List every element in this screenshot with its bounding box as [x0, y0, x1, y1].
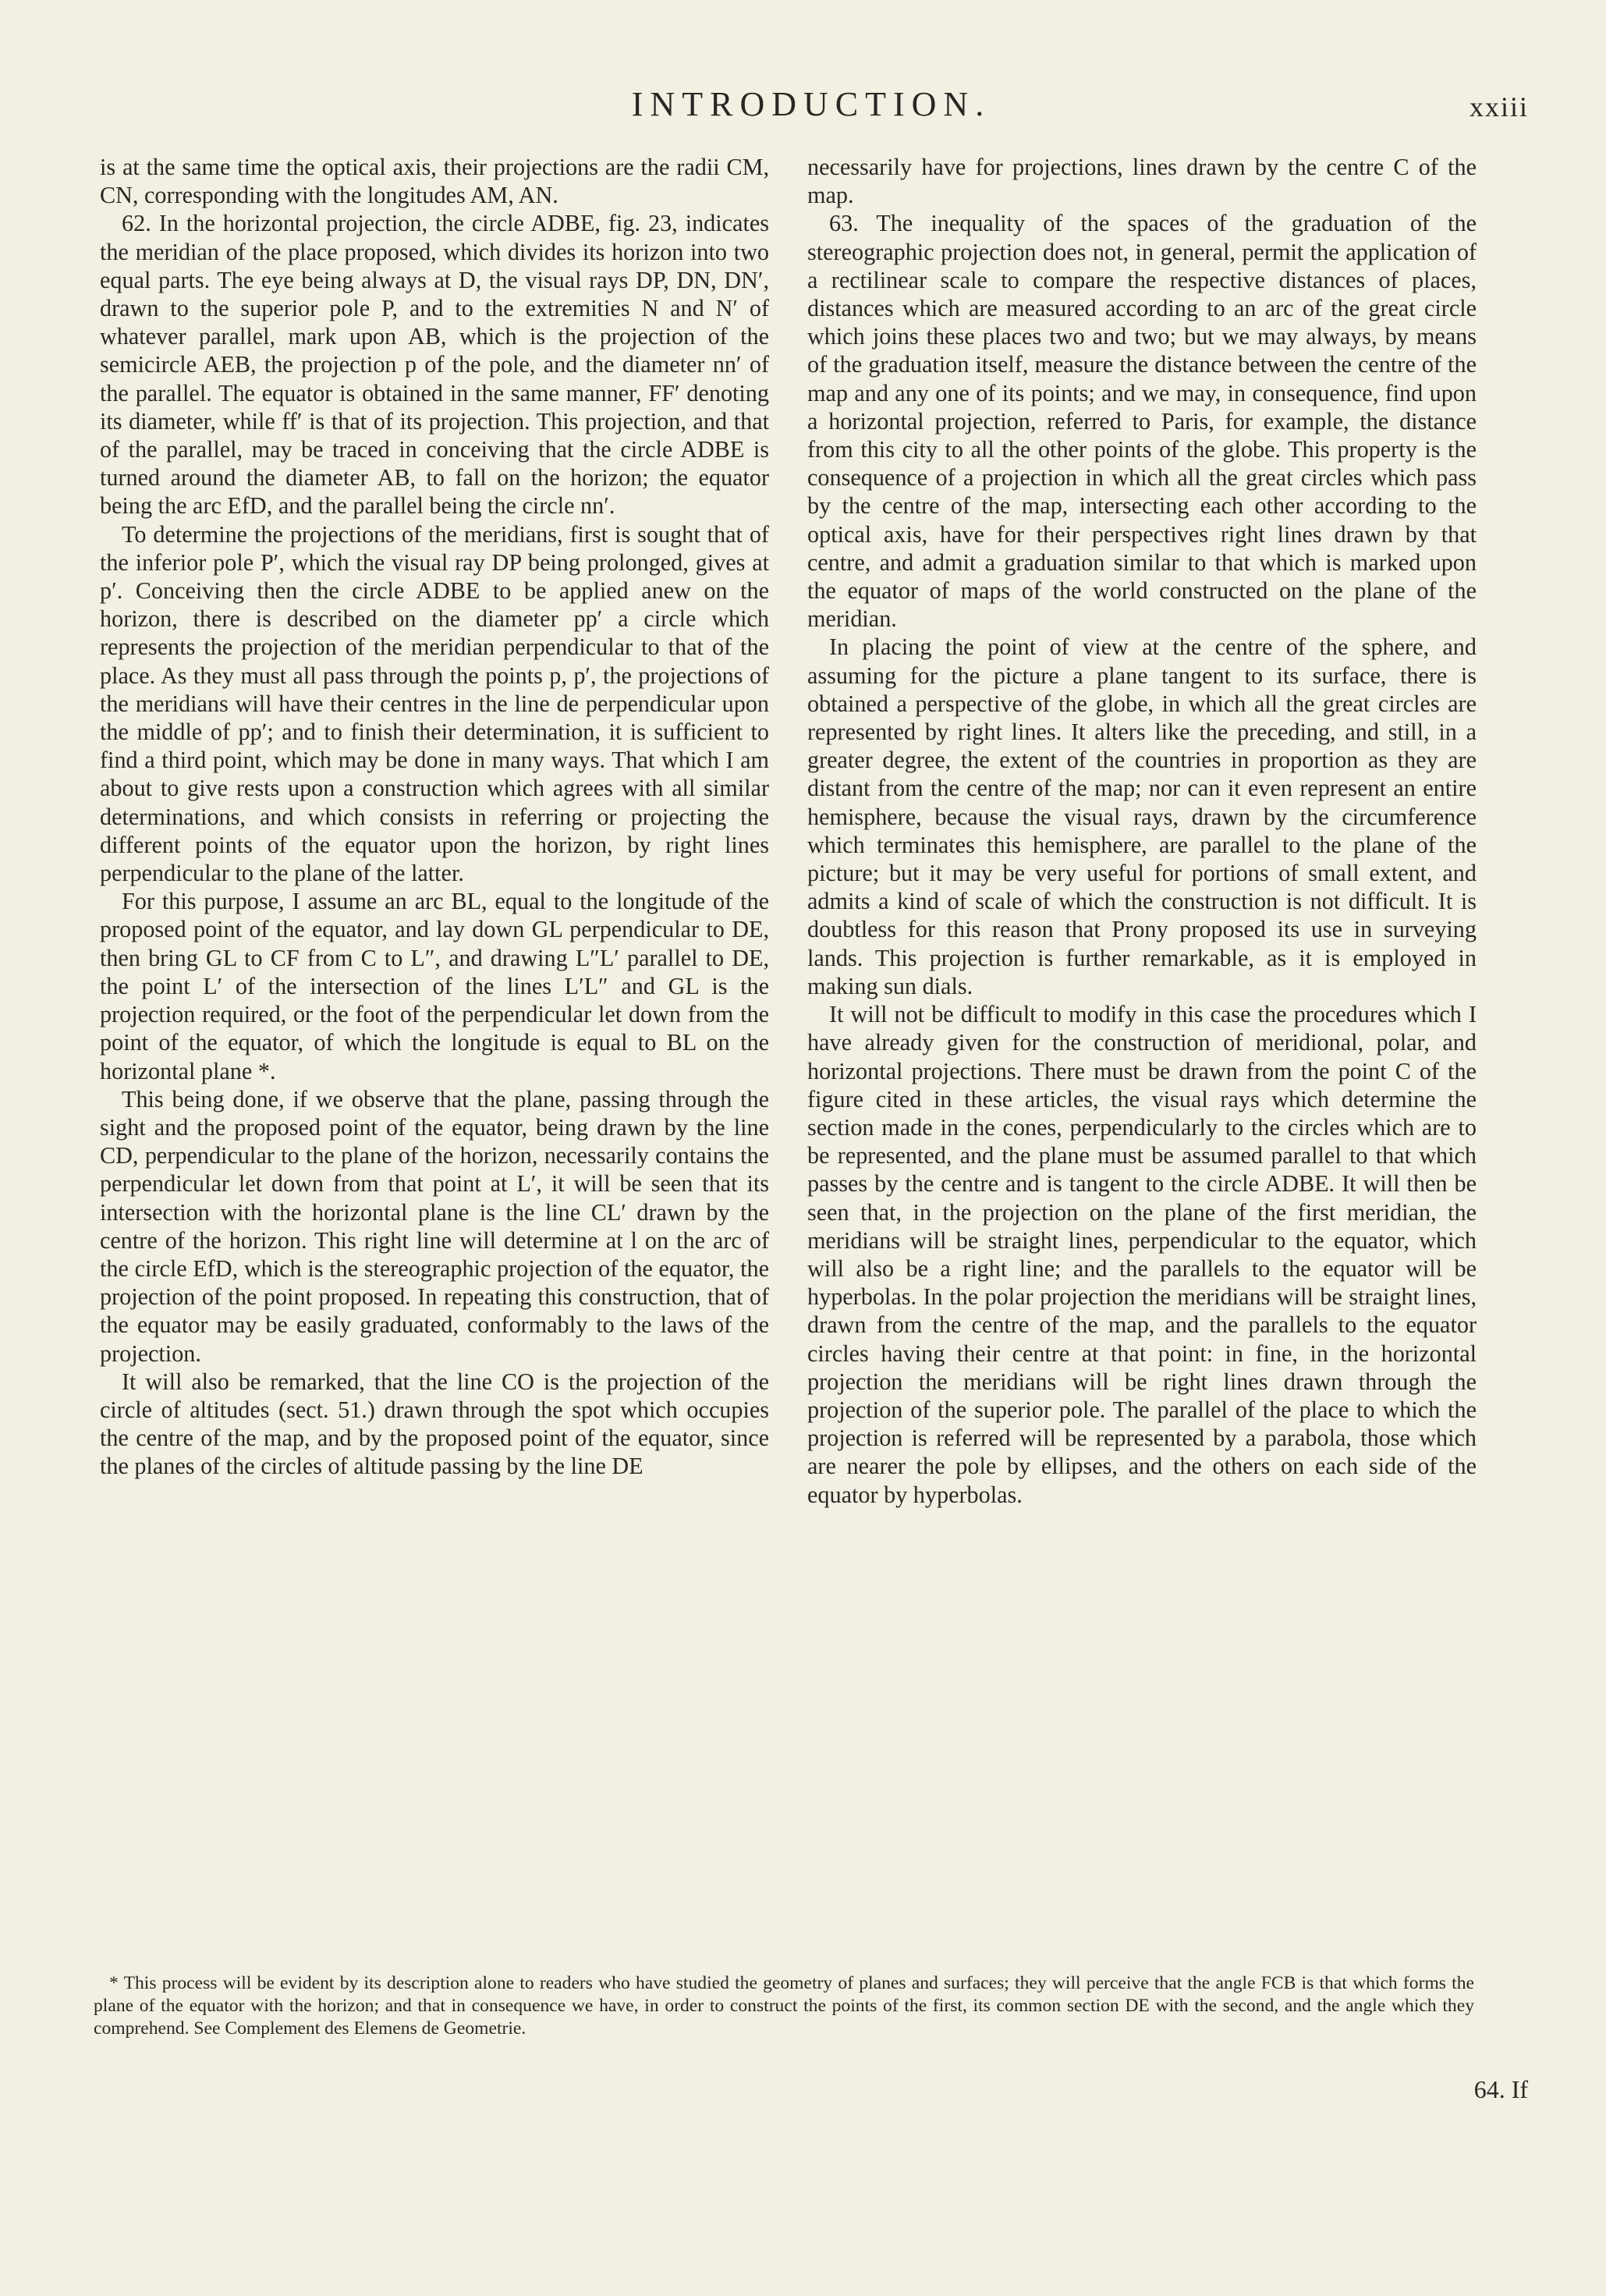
right-column — [807, 153, 1477, 1509]
paragraph: necessarily have for projections, lines drawn by the centre C of the map. — [807, 154, 1477, 209]
running-head — [94, 84, 1529, 131]
paragraph: To determine the projections of the meridians, first is sought that of the inferior pole P′, which the visual ray DP being prolonged, gives at p′. Conceiving then the circle ADBE to be applied anew on the horizon, there is described on the diameter pp′ a circle which represents the projection of the meridian perpendicular to that of the place. As they must all pass through the points p, p′, the projections of the meridians will have their centres in the line de perpendicular upon the middle of pp′; and to finish their determination, it is sufficient to find a third point, which may be done in many ways. That which I am about to give rests upon a construction which agrees with all similar determinations, and which consists in referring or projecting the different points of the equator upon the horizon, by right lines perpendicular to the plane of the latter. — [100, 520, 769, 887]
page-number: xxiii — [1469, 91, 1529, 122]
paragraph: is at the same time the optical axis, their projections are the radii CM, CN, corresponding with the longitudes AM, AN. — [100, 154, 769, 209]
page-title: INTRODUCTION. — [631, 85, 991, 123]
paragraph: This being done, if we observe that the plane, passing through the sight and the proposed point of the equator, being drawn by the line CD, perpendicular to the plane of the horizon, necessarily contains the perpendicular let down from that point at L′, it will be seen that its intersection with the horizontal plane is the line CL′ drawn by the centre of the horizon. This right line will determine at l on the arc of the circle EfD, which is the stereographic projection of the equator, the projection of the point proposed. In repeating this construction, that of the equator may be easily graduated, conformably to the laws of the projection. — [100, 1085, 769, 1367]
left-column — [100, 153, 769, 1481]
paragraph: For this purpose, I assume an arc BL, equal to the longitude of the proposed point of the equator, and lay down GL perpendicular to DE, then bring GL to CF from C to L″, and drawing L″L′ parallel to DE, the point L′ of the intersection of the lines L′L″ and GL is the projection required, or the foot of the perpendicular let down from the point of the equator, of which the longitude is equal to BL on the horizontal plane *. — [100, 888, 769, 1084]
paragraph: 62. In the horizontal projection, the circle ADBE, fig. 23, indicates the meridian of the place proposed, which divides its horizon into two equal parts. The eye being always at D, the visual rays DP, DN, DN′, drawn to the superior pole P, and to the extremities N and N′ of whatever parallel, mark upon AB, which is the projection of the semicircle AEB, the projection p of the pole, and the diameter nn′ of the parallel. The equator is obtained in the same manner, FF′ denoting its diameter, while ff′ is that of its projection. This projection, and that of the parallel, may be traced in conceiving that the circle ADBE is turned around the diameter AB, to fall on the horizon; the equator being the arc EfD, and the parallel being the circle nn′. — [100, 210, 769, 520]
paragraph: It will not be difficult to modify in this case the procedures which I have already given for the construction of meridional, polar, and horizontal projections. There must be drawn from the point C of the figure cited in these articles, the visual rays which determine the section made in the cones, perpendicularly to the circles which are to be represented, and the plane must be assumed parallel to that which passes by the centre and is tangent to the circle ADBE. It will then be seen that, in the projection on the plane of the first meridian, the meridians will be straight lines, perpendicular to the equator, which will also be a right line; and the parallels to the equator will be hyperbolas. In the polar projection the meridians will be straight lines, drawn from the centre of the map, and the parallels to the equator circles having their centre at that point: in fine, in the horizontal projection the meridians will be right lines drawn through the projection of the superior pole. The parallel of the place to which the projection is referred will be represented by a parabola, those which are nearer the pole by ellipses, and the others on each side of the equator by hyperbolas. — [807, 1001, 1477, 1508]
catchword: 64. If — [1473, 2075, 1528, 2103]
paragraph: In placing the point of view at the centre of the sphere, and assuming for the picture a plane tangent to its surface, there is obtained a perspective of the globe, in which all the great circles are represented by right lines. It alters like the preceding, and still, in a greater degree, the extent of the countries in proportion as they are distant from the centre of the map; nor can it even represent an entire hemisphere, because the visual rays, drawn by the circumference which terminates this hemisphere, are parallel to the plane of the picture; but it may be very useful for portions of small extent, and admits a kind of scale of which the construction is not difficult. It is doubtless for this reason that Prony proposed its use in surveying lands. This projection is further remarkable, as it is employed in making sun dials. — [807, 633, 1477, 999]
paragraph: 63. The inequality of the spaces of the graduation of the stereographic projection does not, in general, permit the application of a rectilinear scale to compare the respective distances of places, distances which are measured according to an arc of the great circle which joins these places two and two; but we may always, by means of the graduation itself, measure the distance between the centre of the map and any one of its points; and we may, in consequence, find upon a horizontal projection, referred to Paris, for example, the distance from this city to all the other points of the globe. This property is the consequence of a projection in which all the great circles which pass by the centre of the map, intersecting each other according to the optical axis, have for their perspectives right lines drawn by that centre, and admit a graduation similar to that which is marked upon the equator of maps of the world constructed on the plane of the meridian. — [807, 210, 1477, 633]
paragraph: It will also be remarked, that the line CO is the projection of the circle of altitudes (sect. 51.) drawn through the spot which occupies the centre of the map, and by the proposed point of the equator, since the planes of the circles of altitude passing by the line DE — [100, 1368, 769, 1480]
footnote: * This process will be evident by its description alone to readers who have studied the geometry of planes and surfaces; they will perceive that the angle FCB is that which forms the plane of the equator with the horizon; and that in consequence we have, in order to construct the points of the first, its common section DE with the second, and the angle which they comprehend. See Complement des Elemens de Geometrie. — [94, 1973, 1474, 2039]
